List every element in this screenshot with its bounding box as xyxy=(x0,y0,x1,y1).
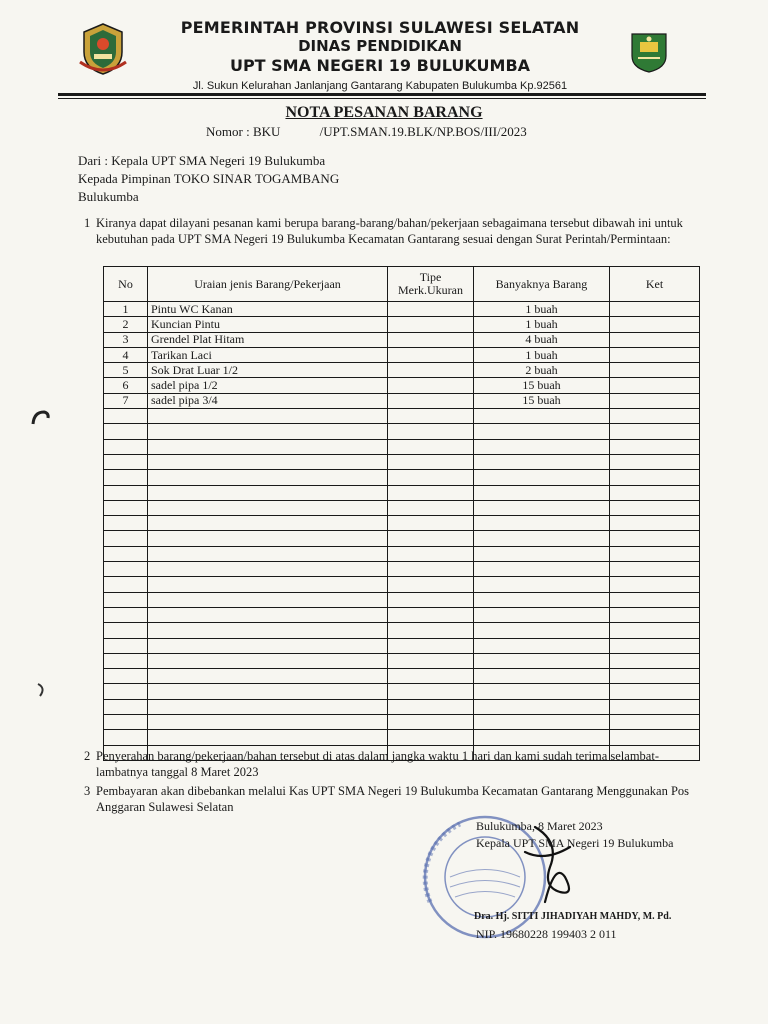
sender-line: Dari : Kepala UPT SMA Negeri 19 Bulukumba xyxy=(78,153,326,168)
cell-uraian xyxy=(148,684,388,699)
cell-uraian xyxy=(148,607,388,622)
cell-ket xyxy=(610,363,700,378)
cell-banyak xyxy=(474,730,610,745)
cell-uraian xyxy=(148,439,388,454)
cell-banyak xyxy=(474,470,610,485)
cell-no: 4 xyxy=(104,347,148,362)
cell-ket xyxy=(610,378,700,393)
cell-ket xyxy=(610,347,700,362)
cell-tipe xyxy=(388,393,474,408)
cell-no xyxy=(104,669,148,684)
cell-tipe xyxy=(388,378,474,393)
cell-banyak xyxy=(474,669,610,684)
cell-tipe xyxy=(388,562,474,577)
cell-uraian xyxy=(148,409,388,424)
cell-no xyxy=(104,715,148,730)
table-row xyxy=(104,378,700,393)
cell-banyak xyxy=(474,454,610,469)
letterhead-department: DINAS PENDIDIKAN xyxy=(298,37,462,55)
header-tipe-line2: Merk.Ukuran xyxy=(398,283,463,297)
cell-no xyxy=(104,500,148,515)
table-row xyxy=(104,577,700,592)
cell-tipe xyxy=(388,424,474,439)
cell-uraian: Grendel Plat Hitam xyxy=(148,332,388,347)
cell-uraian xyxy=(148,470,388,485)
paragraph-1-number: 1 xyxy=(84,216,91,230)
regency-crest-icon xyxy=(626,30,672,74)
cell-tipe xyxy=(388,653,474,668)
cell-tipe xyxy=(388,516,474,531)
cell-no xyxy=(104,638,148,653)
items-table xyxy=(103,266,700,761)
cell-tipe xyxy=(388,730,474,745)
cell-banyak xyxy=(474,684,610,699)
cell-uraian xyxy=(148,424,388,439)
cell-uraian: Sok Drat Luar 1/2 xyxy=(148,363,388,378)
table-row xyxy=(104,592,700,607)
cell-ket xyxy=(610,699,700,714)
paragraph-1 xyxy=(84,215,686,247)
signatory-name: Dra. Hj. SITTI JIHADIYAH MAHDY, M. Pd. xyxy=(474,911,672,922)
cell-banyak xyxy=(474,607,610,622)
paragraph-1-text: Kiranya dapat dilayani pesanan kami berupa barang-barang/bahan/pekerjaan sebagaimana tersebut dibawah ini untuk kebutuhan pada UPT SMA Negeri 19 Bulukumba Kecamatan Gantarang sesuai dengan Surat Perintah/Permintaan: xyxy=(96,216,683,246)
letterhead xyxy=(140,18,620,96)
table-row xyxy=(104,485,700,500)
cell-uraian: Tarikan Laci xyxy=(148,347,388,362)
table-row xyxy=(104,500,700,515)
cell-no xyxy=(104,562,148,577)
table-row xyxy=(104,531,700,546)
table-row xyxy=(104,638,700,653)
table-row xyxy=(104,363,700,378)
cell-banyak xyxy=(474,424,610,439)
header-banyak: Banyaknya Barang xyxy=(474,267,610,302)
cell-banyak xyxy=(474,562,610,577)
cell-no: 1 xyxy=(104,302,148,317)
cell-tipe xyxy=(388,577,474,592)
cell-no xyxy=(104,409,148,424)
cell-ket xyxy=(610,607,700,622)
cell-uraian xyxy=(148,546,388,561)
cell-ket xyxy=(610,439,700,454)
cell-uraian xyxy=(148,562,388,577)
cell-ket xyxy=(610,669,700,684)
cell-no xyxy=(104,730,148,745)
cell-banyak xyxy=(474,699,610,714)
document-number-label: Nomor : BKU xyxy=(206,124,281,139)
letterhead-address: Jl. Sukun Kelurahan Janlanjang Gantarang Kabupaten Bulukumba Kp.92561 xyxy=(192,80,568,92)
cell-banyak xyxy=(474,485,610,500)
punch-hole-mark xyxy=(30,680,52,700)
table-row xyxy=(104,516,700,531)
signature-block xyxy=(474,818,674,941)
cell-no xyxy=(104,577,148,592)
table-row xyxy=(104,669,700,684)
cell-no xyxy=(104,699,148,714)
cell-ket xyxy=(610,684,700,699)
cell-tipe xyxy=(388,409,474,424)
cell-tipe xyxy=(388,546,474,561)
cell-no xyxy=(104,546,148,561)
cell-ket xyxy=(610,638,700,653)
paragraph-3-number: 3 xyxy=(84,784,91,798)
cell-banyak xyxy=(474,500,610,515)
cell-uraian xyxy=(148,500,388,515)
document-number xyxy=(206,124,527,140)
cell-banyak xyxy=(474,638,610,653)
table-row xyxy=(104,439,700,454)
table-row xyxy=(104,607,700,622)
cell-no xyxy=(104,684,148,699)
table-row xyxy=(104,424,700,439)
cell-uraian xyxy=(148,592,388,607)
cell-tipe xyxy=(388,592,474,607)
cell-banyak: 1 buah xyxy=(474,317,610,332)
addressing-block xyxy=(78,152,339,206)
header-tipe xyxy=(388,267,474,302)
cell-tipe xyxy=(388,607,474,622)
cell-banyak: 15 buah xyxy=(474,378,610,393)
table-row xyxy=(104,302,700,317)
table-row xyxy=(104,546,700,561)
table-row xyxy=(104,454,700,469)
cell-uraian xyxy=(148,715,388,730)
cell-banyak xyxy=(474,516,610,531)
table-row xyxy=(104,699,700,714)
cell-banyak xyxy=(474,409,610,424)
cell-ket xyxy=(610,715,700,730)
header-ket: Ket xyxy=(610,267,700,302)
document-title: NOTA PESANAN BARANG xyxy=(285,104,483,121)
cell-tipe xyxy=(388,470,474,485)
cell-no xyxy=(104,485,148,500)
signature-position: Kepala UPT SMA Negeri 19 Bulukumba xyxy=(476,836,674,850)
cell-no: 7 xyxy=(104,393,148,408)
cell-ket xyxy=(610,577,700,592)
cell-uraian xyxy=(148,516,388,531)
letterhead-school: UPT SMA NEGERI 19 BULUKUMBA xyxy=(229,56,531,75)
cell-no xyxy=(104,607,148,622)
table-row xyxy=(104,715,700,730)
cell-tipe xyxy=(388,439,474,454)
cell-no xyxy=(104,454,148,469)
table-row xyxy=(104,347,700,362)
header-uraian: Uraian jenis Barang/Pekerjaan xyxy=(148,267,388,302)
cell-no xyxy=(104,439,148,454)
cell-no: 2 xyxy=(104,317,148,332)
cell-uraian xyxy=(148,623,388,638)
cell-ket xyxy=(610,546,700,561)
cell-tipe xyxy=(388,302,474,317)
letterhead-government: PEMERINTAH PROVINSI SULAWESI SELATAN xyxy=(180,18,580,37)
cell-uraian: sadel pipa 3/4 xyxy=(148,393,388,408)
cell-tipe xyxy=(388,317,474,332)
cell-banyak: 1 buah xyxy=(474,302,610,317)
cell-tipe xyxy=(388,715,474,730)
table-row xyxy=(104,317,700,332)
cell-no xyxy=(104,653,148,668)
cell-tipe xyxy=(388,332,474,347)
cell-uraian xyxy=(148,638,388,653)
cell-uraian xyxy=(148,577,388,592)
paragraph-2 xyxy=(84,748,696,780)
cell-uraian xyxy=(148,653,388,668)
cell-ket xyxy=(610,623,700,638)
letterhead-thick-rule xyxy=(58,93,706,96)
table-row xyxy=(104,653,700,668)
provincial-crest-icon xyxy=(78,22,128,76)
paragraph-3-text: Pembayaran akan dibebankan melalui Kas UPT SMA Negeri 19 Bulukumba Kecamatan Gantarang Menggunakan Pos Anggaran Sulawesi Selatan xyxy=(96,784,690,814)
cell-banyak xyxy=(474,653,610,668)
cell-ket xyxy=(610,485,700,500)
letterhead-thin-rule xyxy=(58,98,706,99)
table-header-row xyxy=(104,267,700,302)
cell-uraian: sadel pipa 1/2 xyxy=(148,378,388,393)
cell-tipe xyxy=(388,623,474,638)
cell-ket xyxy=(610,393,700,408)
cell-ket xyxy=(610,454,700,469)
cell-banyak: 15 buah xyxy=(474,393,610,408)
cell-ket xyxy=(610,317,700,332)
cell-ket xyxy=(610,470,700,485)
cell-tipe xyxy=(388,454,474,469)
cell-ket xyxy=(610,500,700,515)
punch-hole-mark xyxy=(30,408,52,428)
table-row xyxy=(104,470,700,485)
table-row xyxy=(104,684,700,699)
cell-ket xyxy=(610,653,700,668)
header-tipe-line1: Tipe xyxy=(419,270,442,284)
cell-ket xyxy=(610,562,700,577)
cell-no: 3 xyxy=(104,332,148,347)
cell-tipe xyxy=(388,699,474,714)
cell-banyak xyxy=(474,531,610,546)
cell-banyak xyxy=(474,592,610,607)
recipient-line: Kepada Pimpinan TOKO SINAR TOGAMBANG xyxy=(78,171,340,186)
cell-banyak xyxy=(474,623,610,638)
cell-uraian xyxy=(148,531,388,546)
cell-banyak xyxy=(474,439,610,454)
signature-place-date: Bulukumba, 8 Maret 2023 xyxy=(476,819,603,833)
cell-no xyxy=(104,592,148,607)
header-no: No xyxy=(104,267,148,302)
cell-uraian xyxy=(148,485,388,500)
cell-uraian: Pintu WC Kanan xyxy=(148,302,388,317)
cell-ket xyxy=(610,730,700,745)
cell-banyak: 4 buah xyxy=(474,332,610,347)
cell-tipe xyxy=(388,363,474,378)
table-row xyxy=(104,623,700,638)
recipient-city: Bulukumba xyxy=(78,189,139,204)
signatory-nip: NIP. 19680228 199403 2 011 xyxy=(476,927,617,941)
cell-no: 6 xyxy=(104,378,148,393)
document-number-value: /UPT.SMAN.19.BLK/NP.BOS/III/2023 xyxy=(319,124,527,139)
cell-no xyxy=(104,531,148,546)
cell-uraian: Kuncian Pintu xyxy=(148,317,388,332)
cell-tipe xyxy=(388,684,474,699)
cell-no xyxy=(104,470,148,485)
cell-uraian xyxy=(148,699,388,714)
cell-tipe xyxy=(388,638,474,653)
cell-tipe xyxy=(388,531,474,546)
cell-ket xyxy=(610,302,700,317)
cell-no xyxy=(104,623,148,638)
cell-tipe xyxy=(388,500,474,515)
table-row xyxy=(104,409,700,424)
cell-ket xyxy=(610,531,700,546)
cell-uraian xyxy=(148,730,388,745)
cell-no: 5 xyxy=(104,363,148,378)
table-row xyxy=(104,562,700,577)
cell-banyak: 2 buah xyxy=(474,363,610,378)
cell-ket xyxy=(610,424,700,439)
cell-ket xyxy=(610,516,700,531)
cell-tipe xyxy=(388,669,474,684)
paragraph-2-text: Penyerahan barang/pekerjaan/bahan tersebut di atas dalam jangka waktu 1 hari dan kami sudah terima selambat-lambatnya tanggal 8 Maret 2023 xyxy=(96,749,659,779)
table-row xyxy=(104,332,700,347)
cell-banyak: 1 buah xyxy=(474,347,610,362)
cell-banyak xyxy=(474,715,610,730)
table-row xyxy=(104,393,700,408)
cell-banyak xyxy=(474,546,610,561)
cell-banyak xyxy=(474,577,610,592)
cell-no xyxy=(104,516,148,531)
cell-ket xyxy=(610,409,700,424)
cell-ket xyxy=(610,592,700,607)
cell-tipe xyxy=(388,347,474,362)
cell-tipe xyxy=(388,485,474,500)
cell-no xyxy=(104,424,148,439)
paragraph-3 xyxy=(84,783,696,815)
paragraph-2-number: 2 xyxy=(84,749,91,763)
cell-ket xyxy=(610,332,700,347)
cell-uraian xyxy=(148,454,388,469)
table-row xyxy=(104,730,700,745)
cell-uraian xyxy=(148,669,388,684)
